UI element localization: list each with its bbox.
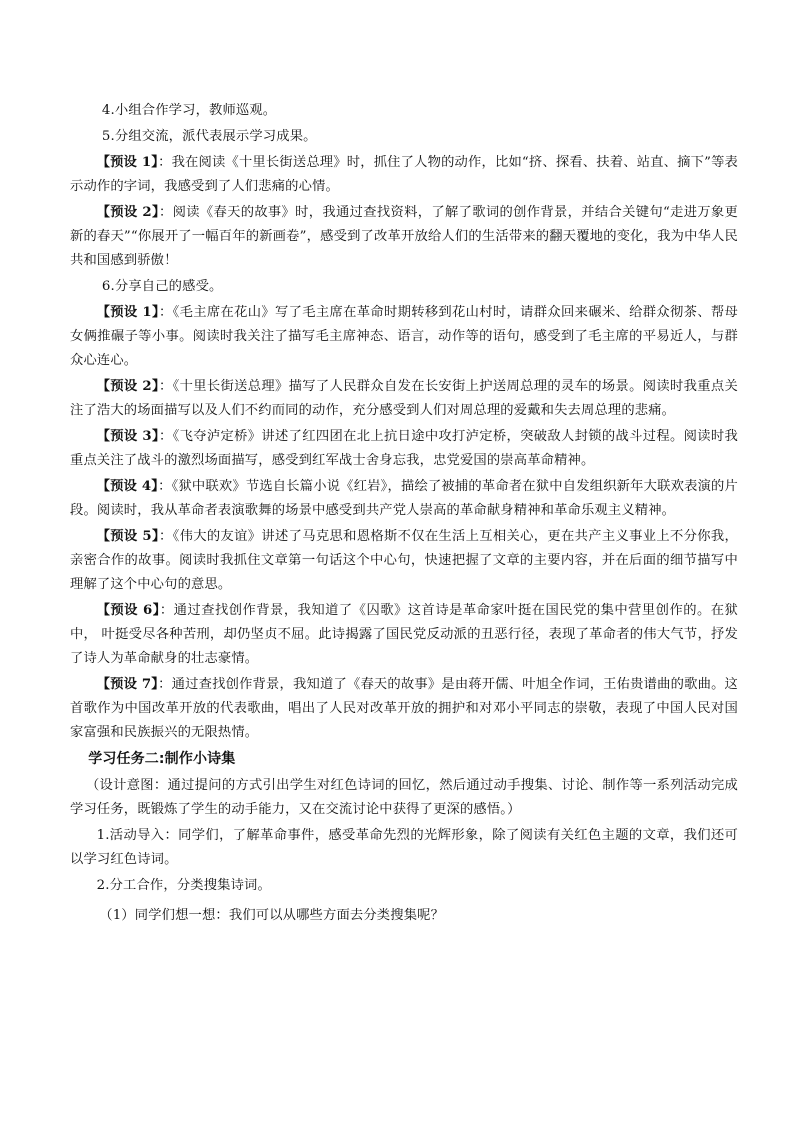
preset-1-reading <box>70 151 738 199</box>
activity-intro: 1.活动导入：同学们，了解革命事件，感受革命先烈的光辉形象，除了阅读有关红色主题的文章，我们还可以学习红色诗词。 <box>70 828 738 867</box>
preset-tag: 【预设 2】 <box>96 379 159 394</box>
preset-tag: 【预设 1】 <box>96 155 159 170</box>
preset-6-sharing <box>70 599 738 671</box>
preset-text: ：《毛主席在花山》写了毛主席在革命时期转移到花山村时，请群众回来碾米、给群众彻茶、帮母女俩推碾子等小事。阅读时我关注了描写毛主席神态、语言，动作等的语句，感受到了毛主席的平易近人，与群众心连心。 <box>70 305 738 368</box>
preset-tag: 【预设 5】 <box>96 529 159 544</box>
preset-text: ：阅读《春天的故事》时，我通过查找资料，了解了歌词的创作背景，并结合关键句“走进万象更新的春天”“你展开了一幅百年的新画卷”，感受到了改革开放给人们的生活带来的翻天覆地的变化，我为中华人民共和国感到骄傲！ <box>70 205 738 268</box>
preset-tag: 【预设 6】 <box>96 603 160 618</box>
preset-7-sharing <box>70 673 738 745</box>
preset-text: ：《狱中联欢》节选自长篇小说《红岩》，描绘了被捕的革命者在狱中自发组织新年大联欢表演的片段。阅读时，我从革命者表演歌舞的场景中感受到共产党人崇高的革命献身精神和革命乐观主义精神。 <box>70 479 738 518</box>
preset-tag: 【预设 7】 <box>96 677 159 692</box>
preset-tag: 【预设 3】 <box>96 429 159 444</box>
preset-text: ：通过查找创作背景，我知道了《囚歌》这首诗是革命家叶挺在国民党的集中营里创作的。在狱中， 叶挺受尽各种苦刑，却仍坚贞不屈。此诗揭露了国民党反动派的丑恶行径，表现了革命者的伟大气节，抒发了诗人为革命献身的壮志豪情。 <box>70 603 738 666</box>
preset-5-sharing <box>70 525 738 597</box>
learning-task-2-heading: 学习任务二:制作小诗集 <box>88 751 236 767</box>
preset-text: ：通过查找创作背景，我知道了《春天的故事》是由蒋开儒、叶旭全作词，王佑贵谱曲的歌曲。这首歌作为中国改革开放的代表歌曲，唱出了人民对改革开放的拥护和对邓小平同志的崇敬，表现了中国人民对国家富强和民族振兴的无限热情。 <box>70 677 738 740</box>
preset-4-sharing <box>70 475 738 523</box>
step-5: 5.分组交流，派代表展示学习成果。 <box>101 129 317 144</box>
preset-tag: 【预设 4】 <box>96 479 159 494</box>
preset-text: ：《伟大的友谊》讲述了马克思和恩格斯不仅在生活上互相关心，更在共产主义事业上不分你我，亲密合作的故事。阅读时我抓住文章第一句话这个中心句，快速把握了文章的主要内容，并在后面的细节描写中理解了这个中心句的意思。 <box>70 529 738 592</box>
preset-2-reading <box>70 201 738 273</box>
step-6: 6.分享自己的感受。 <box>101 279 223 294</box>
design-intent-note: （设计意图：通过提问的方式引出学生对红色诗词的回忆，然后通过动手搜集、讨论、制作等一系列活动完成学习任务，既锻炼了学生的动手能力，又在交流讨论中获得了更深的感悟。） <box>70 778 738 817</box>
activity-step-2: 2.分工合作，分类搜集诗词。 <box>96 878 271 893</box>
preset-1-sharing <box>70 301 738 373</box>
preset-2-sharing <box>70 375 738 423</box>
question-1: （1）同学们想一想：我们可以从哪些方面去分类搜集呢？ <box>99 908 445 923</box>
preset-text: ：《十里长街送总理》描写了人民群众自发在长安街上护送周总理的灵车的场景。阅读时我重点关注了浩大的场面描写以及人们不约而同的动作，充分感受到人们对周总理的爱戴和失去周总理的悲痛。 <box>70 379 738 418</box>
preset-tag: 【预设 1】 <box>96 305 159 320</box>
step-4: 4.小组合作学习，教师巡观。 <box>101 103 277 118</box>
preset-tag: 【预设 2】 <box>96 205 159 220</box>
document-body <box>70 99 738 928</box>
preset-3-sharing <box>70 425 738 473</box>
preset-text: ：我在阅读《十里长街送总理》时，抓住了人物的动作，比如“挤、探看、扶着、站直、摘下”等表示动作的字词，我感受到了人们悲痛的心情。 <box>70 155 738 194</box>
preset-text: ：《飞夺泸定桥》讲述了红四团在北上抗日途中攻打泸定桥，突破敌人封锁的战斗过程。阅读时我重点关注了战斗的激烈场面描写，感受到红军战士舍身忘我，忠党爱国的崇高革命精神。 <box>70 429 738 468</box>
